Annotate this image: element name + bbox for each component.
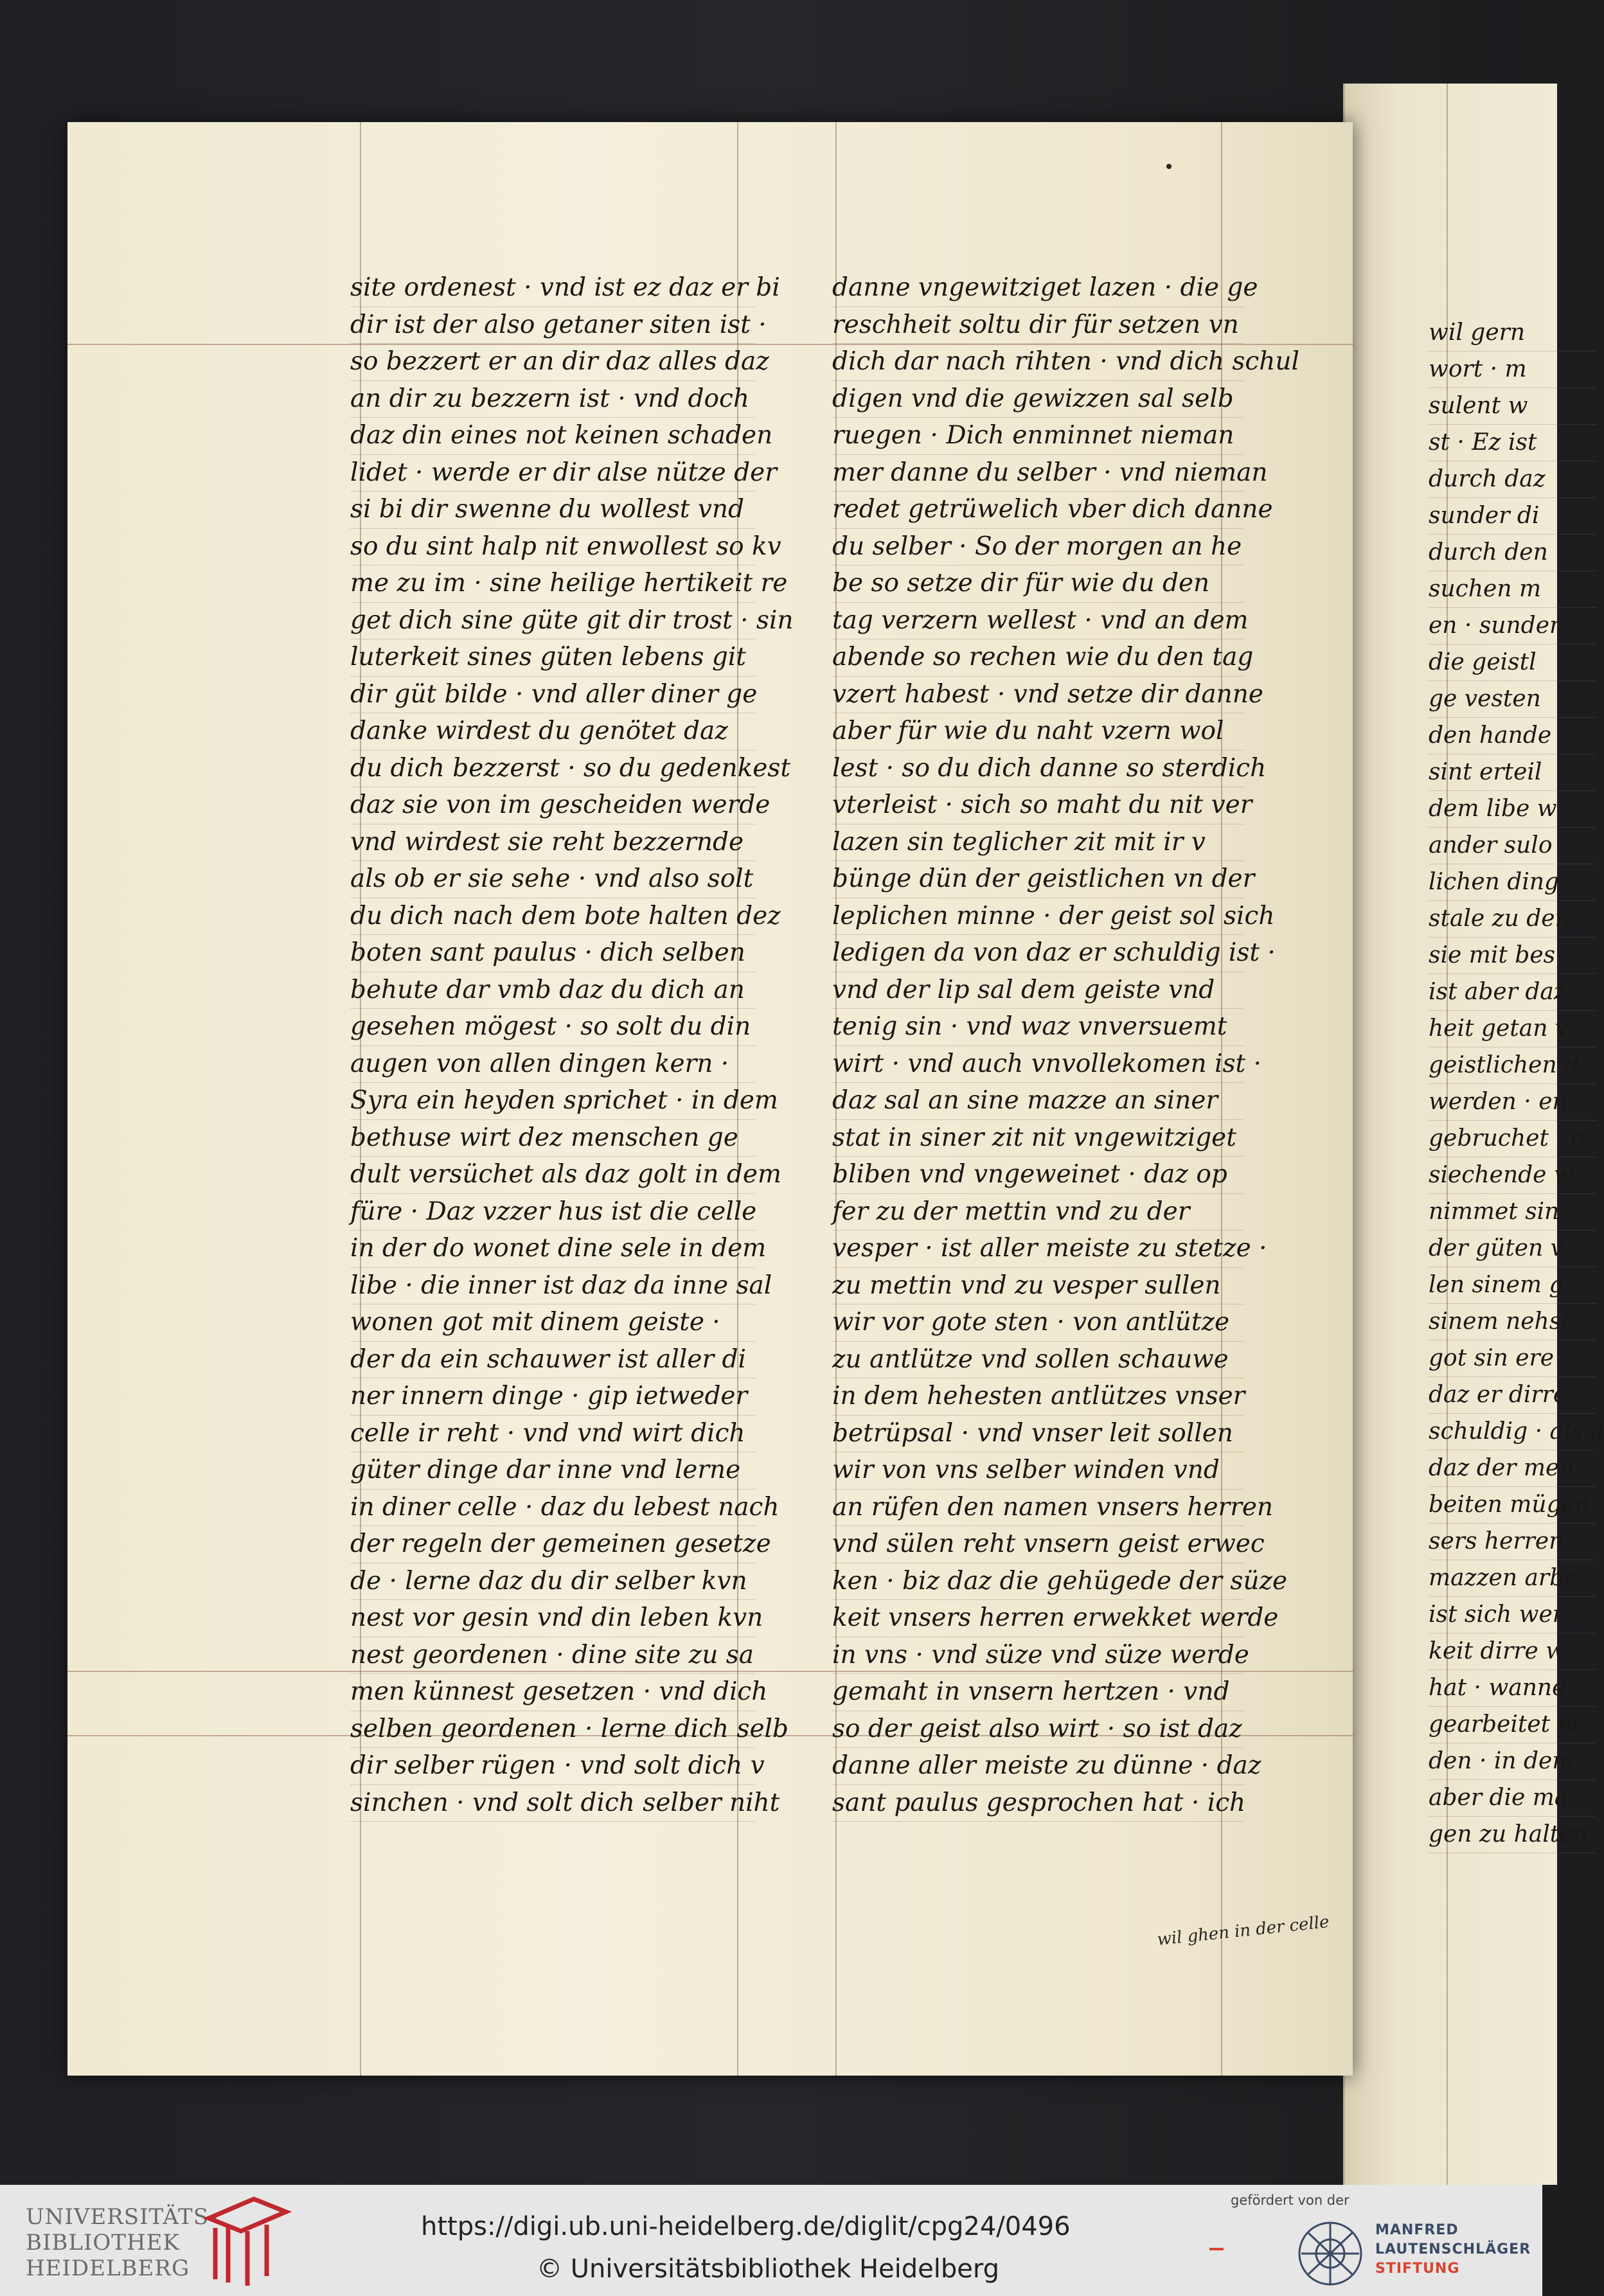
manuscript-line: wort · m	[1429, 352, 1596, 388]
manuscript-line: sinem nehst	[1429, 1304, 1596, 1340]
manuscript-line: in diner celle · daz du lebest nach	[350, 1490, 755, 1527]
manuscript-line: betrüpsal · vnd vnser leit sollen	[832, 1416, 1243, 1453]
manuscript-line: gemaht in vnsern hertzen · vnd	[832, 1674, 1243, 1711]
manuscript-line: daz din eines not keinen schaden	[350, 418, 755, 455]
manuscript-line: so bezzert er an dir daz alles daz	[350, 344, 755, 381]
manuscript-line: tag verzern wellest · vnd an dem	[832, 603, 1243, 640]
manuscript-line: ist sich wer	[1429, 1597, 1596, 1633]
ub-heidelberg-logo-icon[interactable]	[202, 2193, 292, 2289]
manuscript-line: aber für wie du naht vzern wol	[832, 713, 1243, 751]
manuscript-line: fer zu der mettin vnd zu der	[832, 1194, 1243, 1231]
manuscript-line: celle ir reht · vnd vnd wirt dich	[350, 1416, 755, 1453]
manuscript-line: sinchen · vnd solt dich selber niht	[350, 1785, 755, 1822]
accent-dash	[1209, 2248, 1224, 2250]
manuscript-line: so du sint halp nit enwollest so kv	[350, 529, 755, 566]
manuscript-line: aber die ma	[1429, 1780, 1596, 1817]
manuscript-line: in der do wonet dine sele in dem	[350, 1231, 755, 1268]
manuscript-line: danke wirdest du genötet daz	[350, 713, 755, 751]
manuscript-line: nimmet sin	[1429, 1194, 1596, 1231]
manuscript-line: an rüfen den namen vnsers herren	[832, 1490, 1243, 1527]
manuscript-line: der regeln der gemeinen gesetze	[350, 1526, 755, 1563]
manuscript-line: behute dar vmb daz du dich an	[350, 972, 755, 1010]
manuscript-line: daz sal an sine mazze an siner	[832, 1083, 1243, 1120]
manuscript-line: heit getan v	[1429, 1011, 1596, 1047]
manuscript-line: daz der men	[1429, 1450, 1596, 1487]
manuscript-line: keit vnsers herren erwekket werde	[832, 1600, 1243, 1637]
manuscript-line: sant paulus gesprochen hat · ich	[832, 1785, 1243, 1822]
manuscript-line: ander sulo	[1429, 828, 1596, 864]
next-page-fragment	[1343, 84, 1604, 2185]
manuscript-line: den · in dem	[1429, 1743, 1596, 1780]
manuscript-line: sie mit bes	[1429, 938, 1596, 974]
manuscript-line: hat · wanne	[1429, 1670, 1596, 1707]
manuscript-line: gen zu halten	[1429, 1817, 1596, 1853]
manuscript-line: vnd der lip sal dem geiste vnd	[832, 972, 1243, 1010]
manuscript-line: dir ist der also getaner siten ist ·	[350, 307, 755, 344]
manuscript-line: dult versüchet als daz golt in dem	[350, 1157, 755, 1194]
manuscript-line: zu antlütze vnd sollen schauwe	[832, 1342, 1243, 1379]
manuscript-line: bünge dün der geistlichen vn der	[832, 861, 1243, 898]
manuscript-line: boten sant paulus · dich selben	[350, 935, 755, 972]
sponsor-label: gefördert von der	[1231, 2193, 1350, 2208]
manuscript-line: der da ein schauwer ist aller di	[350, 1342, 755, 1379]
manuscript-line: gebruchet · o	[1429, 1121, 1596, 1157]
manuscript-line: zu mettin vnd zu vesper sullen	[832, 1268, 1243, 1305]
manuscript-line: got sin ere ·	[1429, 1340, 1596, 1377]
manuscript-line: si bi dir swenne du wollest vnd	[350, 492, 755, 529]
manuscript-line: lest · so du dich danne so sterdich	[832, 751, 1243, 788]
text-column-right	[832, 270, 1299, 1822]
manuscript-line: nest geordenen · dine site zu sa	[350, 1637, 755, 1675]
manuscript-line: vesper · ist aller meiste zu stetze ·	[832, 1231, 1243, 1268]
manuscript-line: stale zu den	[1429, 901, 1596, 938]
manuscript-line: reschheit soltu dir für setzen vn	[832, 307, 1243, 344]
manuscript-line: die geistl	[1429, 645, 1596, 681]
manuscript-line: de · lerne daz du dir selber kvn	[350, 1563, 755, 1601]
library-name	[26, 2204, 218, 2281]
manuscript-line: vnd wirdest sie reht bezzernde	[350, 824, 755, 862]
manuscript-line: sint erteil	[1429, 754, 1596, 791]
manuscript-line: ist aber daz	[1429, 974, 1596, 1011]
manuscript-line: du selber · So der morgen an he	[832, 529, 1243, 566]
manuscript-line: ken · biz daz die gehügede der süze	[832, 1563, 1243, 1601]
manuscript-line: du dich bezzerst · so du gedenkest	[350, 751, 755, 788]
manuscript-line: danne aller meiste zu dünne · daz	[832, 1748, 1243, 1785]
manuscript-line: lidet · werde er dir alse nütze der	[350, 455, 755, 492]
manuscript-line: len sinem g	[1429, 1267, 1596, 1304]
manuscript-line: keit dirre w	[1429, 1633, 1596, 1670]
library-name-line: UNIVERSITÄTS-	[26, 2204, 218, 2230]
manuscript-line: füre · Daz vzzer hus ist die celle	[350, 1194, 755, 1231]
manuscript-line: lazen sin teglicher zit mit ir v	[832, 824, 1243, 862]
manuscript-line: siechende w	[1429, 1157, 1596, 1194]
manuscript-line: stat in siner zit nit vngewitziget	[832, 1120, 1243, 1157]
manuscript-line: men künnest gesetzen · vnd dich	[350, 1674, 755, 1711]
manuscript-line: vterleist · sich so maht du nit ver	[832, 787, 1243, 824]
manuscript-line: sers herren ·	[1429, 1524, 1596, 1560]
manuscript-line: suchen m	[1429, 571, 1596, 608]
manuscript-line: sunder di	[1429, 498, 1596, 535]
manuscript-line: wir von vns selber winden vnd	[832, 1452, 1243, 1490]
manuscript-line: nest vor gesin vnd din leben kvn	[350, 1600, 755, 1637]
ink-dot	[1166, 164, 1172, 169]
manuscript-line: so der geist also wirt · so ist daz	[832, 1711, 1243, 1749]
sponsor-name-line: LAUTENSCHLÄGER	[1375, 2241, 1531, 2257]
manuscript-line: wirt · vnd auch vnvollekomen ist ·	[832, 1046, 1243, 1083]
library-name-line: BIBLIOTHEK	[26, 2230, 180, 2256]
manuscript-line: daz er dirre	[1429, 1377, 1596, 1414]
manuscript-line: gearbeitet w	[1429, 1707, 1596, 1743]
text-column-left	[350, 270, 794, 1822]
permalink-url[interactable]: https://digi.ub.uni-heidelberg.de/diglit/cpg24/0496	[421, 2212, 1071, 2241]
marginal-note: wil ghen in der celle	[1156, 1912, 1330, 1950]
manuscript-line: luterkeit sines güten lebens git	[350, 639, 755, 677]
manuscript-line: abende so rechen wie du den tag	[832, 639, 1243, 677]
manuscript-line: der güten v	[1429, 1231, 1596, 1267]
manuscript-line: gesehen mögest · so solt du din	[350, 1009, 755, 1046]
manuscript-line: ledigen da von daz er schuldig ist ·	[832, 935, 1243, 972]
manuscript-line: schuldig · als a	[1429, 1414, 1596, 1450]
manuscript-line: bethuse wirt dez menschen ge	[350, 1120, 755, 1157]
sponsor-name-line: STIFTUNG	[1375, 2261, 1460, 2277]
manuscript-line: wil gern	[1429, 315, 1596, 352]
manuscript-line: tenig sin · vnd waz vnversuemt	[832, 1009, 1243, 1046]
manuscript-line: st · Ez ist	[1429, 425, 1596, 461]
manuscript-line: geistlichen d	[1429, 1047, 1596, 1084]
manuscript-line: mazzen arbe	[1429, 1560, 1596, 1597]
manuscript-line: libe · die inner ist daz da inne sal	[350, 1268, 755, 1305]
manuscript-line: güter dinge dar inne vnd lerne	[350, 1452, 755, 1490]
manuscript-line: wir vor gote sten · von antlütze	[832, 1304, 1243, 1342]
manuscript-line: en · sunder	[1429, 608, 1596, 645]
manuscript-line: an dir zu bezzern ist · vnd doch	[350, 381, 755, 418]
manuscript-line: be so setze dir für wie du den	[832, 565, 1243, 603]
manuscript-line: dir güt bilde · vnd aller diner ge	[350, 677, 755, 714]
manuscript-line: dir selber rügen · vnd solt dich v	[350, 1748, 755, 1785]
manuscript-line: sulent w	[1429, 388, 1596, 425]
manuscript-line: bliben vnd vngeweinet · daz op	[832, 1157, 1243, 1194]
manuscript-line: vzert habest · vnd setze dir danne	[832, 677, 1243, 714]
manuscript-line: daz sie von im gescheiden werde	[350, 787, 755, 824]
manuscript-line: dem libe w	[1429, 791, 1596, 828]
manuscript-line: als ob er sie sehe · vnd also solt	[350, 861, 755, 898]
footer-bar	[0, 2185, 1542, 2296]
next-page-text	[1429, 315, 1604, 1853]
manuscript-line: danne vngewitziget lazen · die ge	[832, 270, 1243, 307]
manuscript-line: beiten mügen	[1429, 1487, 1596, 1524]
lautenschlaeger-logo-icon[interactable]	[1295, 2218, 1366, 2289]
manuscript-line: vnd sülen reht vnsern geist erwec	[832, 1526, 1243, 1563]
sponsor-name-line: MANFRED	[1375, 2222, 1459, 2238]
manuscript-line: den hande	[1429, 718, 1596, 754]
manuscript-line: du dich nach dem bote halten dez	[350, 898, 755, 936]
manuscript-line: augen von allen dingen kern ·	[350, 1046, 755, 1083]
manuscript-line: redet getrüwelich vber dich danne	[832, 492, 1243, 529]
manuscript-line: digen vnd die gewizzen sal selb	[832, 381, 1243, 418]
manuscript-line: lichen ding	[1429, 864, 1596, 901]
manuscript-line: in vns · vnd süze vnd süze werde	[832, 1637, 1243, 1675]
manuscript-line: werden · en	[1429, 1084, 1596, 1121]
manuscript-line: ner innern dinge · gip ietweder	[350, 1378, 755, 1416]
manuscript-line: ruegen · Dich enminnet nieman	[832, 418, 1243, 455]
manuscript-line: selben geordenen · lerne dich selb	[350, 1711, 755, 1749]
manuscript-line: dich dar nach rihten · vnd dich schul	[832, 344, 1243, 381]
manuscript-line: ge vesten	[1429, 681, 1596, 718]
manuscript-line: get dich sine güte git dir trost · sin	[350, 603, 755, 640]
manuscript-line: leplichen minne · der geist sol sich	[832, 898, 1243, 936]
copyright-text: © Universitätsbibliothek Heidelberg	[537, 2254, 1000, 2284]
library-name-line: HEIDELBERG	[26, 2256, 190, 2281]
manuscript-line: wonen got mit dinem geiste ·	[350, 1304, 755, 1342]
manuscript-line: site ordenest · vnd ist ez daz er bi	[350, 270, 755, 307]
sponsor-name	[1375, 2221, 1531, 2279]
manuscript-line: mer danne du selber · vnd nieman	[832, 455, 1243, 492]
manuscript-line: Syra ein heyden sprichet · in dem	[350, 1083, 755, 1120]
manuscript-line: durch daz	[1429, 461, 1596, 498]
manuscript-line: in dem hehesten antlützes vnser	[832, 1378, 1243, 1416]
manuscript-line: durch den	[1429, 535, 1596, 571]
manuscript-line: me zu im · sine heilige hertikeit re	[350, 565, 755, 603]
